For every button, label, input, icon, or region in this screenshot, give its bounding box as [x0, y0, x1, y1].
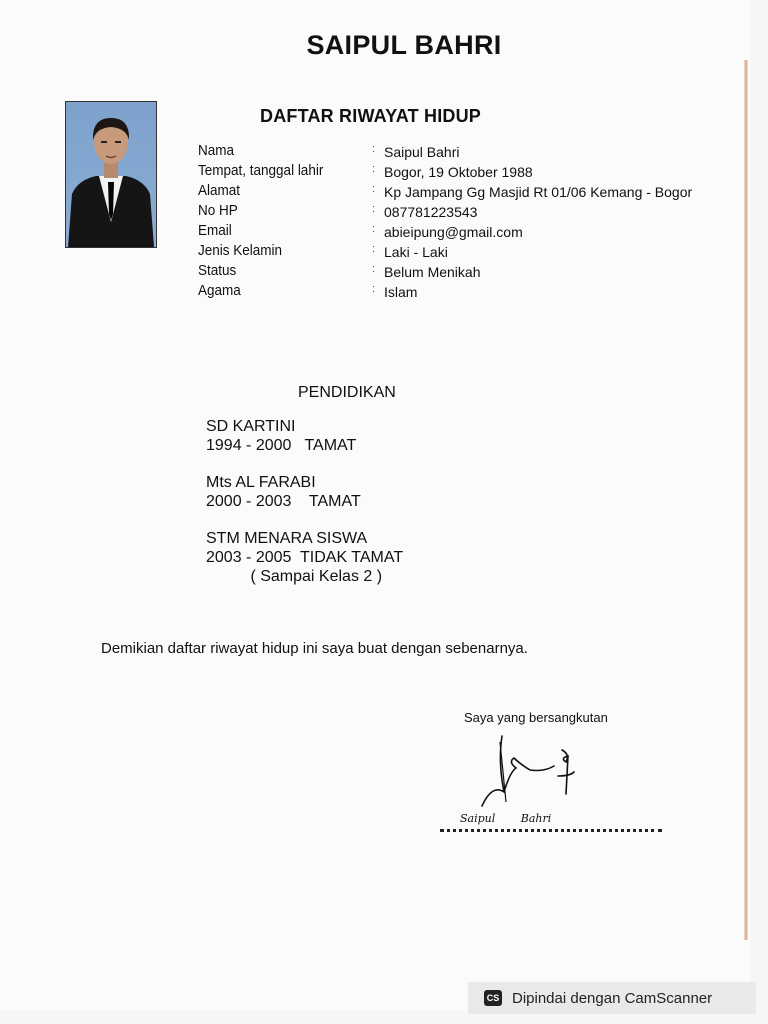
- page-edge: [744, 60, 748, 940]
- education-period: 2000 - 2003 TAMAT: [206, 493, 361, 510]
- info-value: abieipung@gmail.com: [384, 224, 523, 240]
- education-heading: PENDIDIKAN: [298, 384, 396, 401]
- info-label: Nama: [198, 142, 235, 159]
- info-colon: :: [372, 183, 376, 195]
- education-period: 2003 - 2005 TIDAK TAMAT: [206, 549, 404, 566]
- signature-name: Saipul Bahri: [460, 812, 552, 825]
- signature-line: [440, 829, 662, 832]
- info-label: Alamat: [198, 182, 241, 199]
- info-colon: :: [372, 163, 376, 175]
- education-entry: [206, 417, 403, 455]
- info-colon: :: [372, 203, 376, 215]
- education-school: STM MENARA SISWA: [206, 530, 368, 547]
- info-label: Agama: [198, 282, 241, 299]
- info-value: 087781223543: [384, 204, 478, 220]
- info-value: Islam: [384, 284, 418, 300]
- info-value: Belum Menikah: [384, 264, 481, 280]
- education-school: SD KARTINI: [206, 418, 296, 435]
- education-period: 1994 - 2000 TAMAT: [206, 437, 357, 454]
- closing-statement: Demikian daftar riwayat hidup ini saya buat dengan sebenarnya.: [101, 640, 528, 657]
- info-value: Laki - Laki: [384, 244, 448, 260]
- info-colon: :: [372, 263, 376, 275]
- education-school: Mts AL FARABI: [206, 474, 316, 491]
- camscanner-watermark: [468, 982, 756, 1014]
- info-label: Email: [198, 222, 232, 239]
- handwritten-signature: [470, 732, 590, 817]
- info-value: Saipul Bahri: [384, 144, 460, 160]
- profile-photo: [65, 101, 157, 248]
- person-name-heading: SAIPUL BAHRI: [306, 30, 502, 60]
- education-entry: [206, 473, 403, 511]
- info-label: Jenis Kelamin: [198, 242, 283, 259]
- education-list: [206, 417, 403, 604]
- info-label: Tempat, tanggal lahir: [198, 162, 324, 179]
- info-value: Bogor, 19 Oktober 1988: [384, 164, 533, 180]
- camscanner-icon: CS: [484, 990, 502, 1006]
- info-value: Kp Jampang Gg Masjid Rt 01/06 Kemang - Bogor: [384, 184, 693, 200]
- info-label: Status: [198, 262, 237, 279]
- info-colon: :: [372, 223, 376, 235]
- info-colon: :: [372, 283, 376, 295]
- document-title: DAFTAR RIWAYAT HIDUP: [260, 106, 482, 126]
- info-colon: :: [372, 143, 376, 155]
- info-label: No HP: [198, 202, 238, 219]
- info-colon: :: [372, 243, 376, 255]
- education-entry: [206, 529, 403, 586]
- camscanner-label: Dipindai dengan CamScanner: [512, 989, 713, 1007]
- signature-caption: Saya yang bersangkutan: [464, 710, 608, 725]
- education-note: ( Sampai Kelas 2 ): [206, 568, 383, 585]
